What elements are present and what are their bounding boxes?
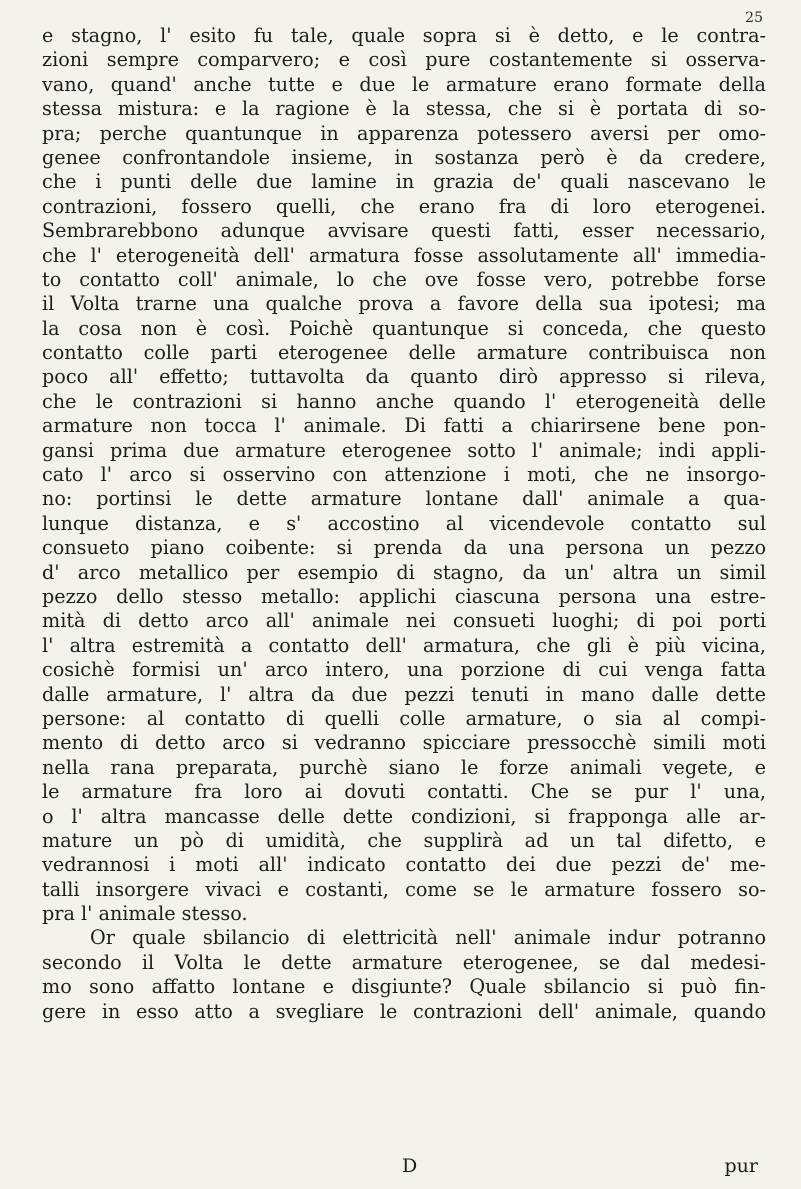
text-line: l' altra estremità a contatto dell' armatura, che gli è più vicina, xyxy=(42,633,766,657)
text-line: mità di detto arco all' animale nei consueti luoghi; di poi porti xyxy=(42,609,766,633)
page-footer xyxy=(42,1155,766,1181)
text-line: le armature fra loro ai dovuti contatti. Che se pur l' una, xyxy=(42,780,766,804)
text-line: vedrannosi i moti all' indicato contatto dei due pezzi de' me- xyxy=(42,853,766,877)
text-line: pra; perche quantunque in apparenza potessero aversi per omo- xyxy=(42,121,766,145)
text-line: che l' eterogeneità dell' armatura fosse assolutamente all' immedia- xyxy=(42,243,766,267)
text-line: persone: al contatto di quelli colle armature, o sia al compi- xyxy=(42,706,766,730)
text-line: Or quale sbilancio di elettricità nell' animale indur potranno xyxy=(90,926,766,950)
text-line: d' arco metallico per esempio di stagno, da un' altra un simil xyxy=(42,560,766,584)
text-line: contatto colle parti eterogenee delle armature contribuisca non xyxy=(42,341,766,365)
text-line: mature un pò di umidità, che supplirà ad un tal difetto, e xyxy=(42,828,766,852)
page-number: 25 xyxy=(745,10,763,26)
text-line: armature non tocca l' animale. Di fatti a chiarirsene bene pon- xyxy=(42,414,766,438)
text-line: mo sono affatto lontane e disgiunte? Quale sbilancio si può fin- xyxy=(42,975,766,999)
text-line: nella rana preparata, purchè siano le forze animali vegete, e xyxy=(42,755,766,779)
text-line: o l' altra mancasse delle dette condizioni, si frapponga alle ar- xyxy=(42,804,766,828)
text-line: stessa mistura: e la ragione è la stessa, che si è portata di so- xyxy=(42,97,766,121)
text-line: cosichè formisi un' arco intero, una porzione di cui venga fatta xyxy=(42,658,766,682)
text-line: Sembrarebbono adunque avvisare questi fatti, esser necessario, xyxy=(42,219,766,243)
text-line: che le contrazioni si hanno anche quando l' eterogeneità delle xyxy=(42,389,766,413)
text-line: che i punti delle due lamine in grazia de' quali nascevano le xyxy=(42,170,766,194)
signature-mark: D xyxy=(402,1155,418,1177)
text-line: la cosa non è così. Poichè quantunque si conceda, che questo xyxy=(42,316,766,340)
text-line: lunque distanza, e s' accostino al vicendevole contatto sul xyxy=(42,511,766,535)
text-line: e stagno, l' esito fu tale, quale sopra si è detto, e le contra- xyxy=(42,24,766,47)
text-line: zioni sempre comparvero; e così pure costantemente si osserva- xyxy=(42,48,766,72)
text-line: cato l' arco si osservino con attenzione i moti, che ne insorgo- xyxy=(42,463,766,487)
catchword: pur xyxy=(724,1155,758,1177)
text-line: no: portinsi le dette armature lontane dall' animale a qua- xyxy=(42,487,766,511)
text-line: genee confrontandole insieme, in sostanza però è da credere, xyxy=(42,145,766,169)
text-line: gere in esso atto a svegliare le contrazioni dell' animale, quando xyxy=(42,999,766,1023)
text-line: vano, quand' anche tutte e due le armature erano formate della xyxy=(42,72,766,96)
text-line: il Volta trarne una qualche prova a favore della sua ipotesi; ma xyxy=(42,292,766,316)
text-line: to contatto coll' animale, lo che ove fosse vero, potrebbe forse xyxy=(42,267,766,291)
text-line: contrazioni, fossero quelli, che erano fra di loro eterogenei. xyxy=(42,194,766,218)
body-text xyxy=(42,24,766,1024)
text-line: poco all' effetto; tuttavolta da quanto dirò appresso si rileva, xyxy=(42,365,766,389)
text-line: secondo il Volta le dette armature eterogenee, se dal medesi- xyxy=(42,950,766,974)
text-line: mento di detto arco si vedranno spicciare pressocchè simili moti xyxy=(42,731,766,755)
text-line: dalle armature, l' altra da due pezzi tenuti in mano dalle dette xyxy=(42,682,766,706)
text-line: pra l' animale stesso. xyxy=(42,902,248,926)
text-line: gansi prima due armature eterogenee sotto l' animale; indi appli- xyxy=(42,438,766,462)
text-line: consueto piano coibente: si prenda da una persona un pezzo xyxy=(42,536,766,560)
text-line: talli insorgere vivaci e costanti, come se le armature fossero so- xyxy=(42,877,766,901)
text-line: pezzo dello stesso metallo: applichi ciascuna persona una estre- xyxy=(42,584,766,608)
